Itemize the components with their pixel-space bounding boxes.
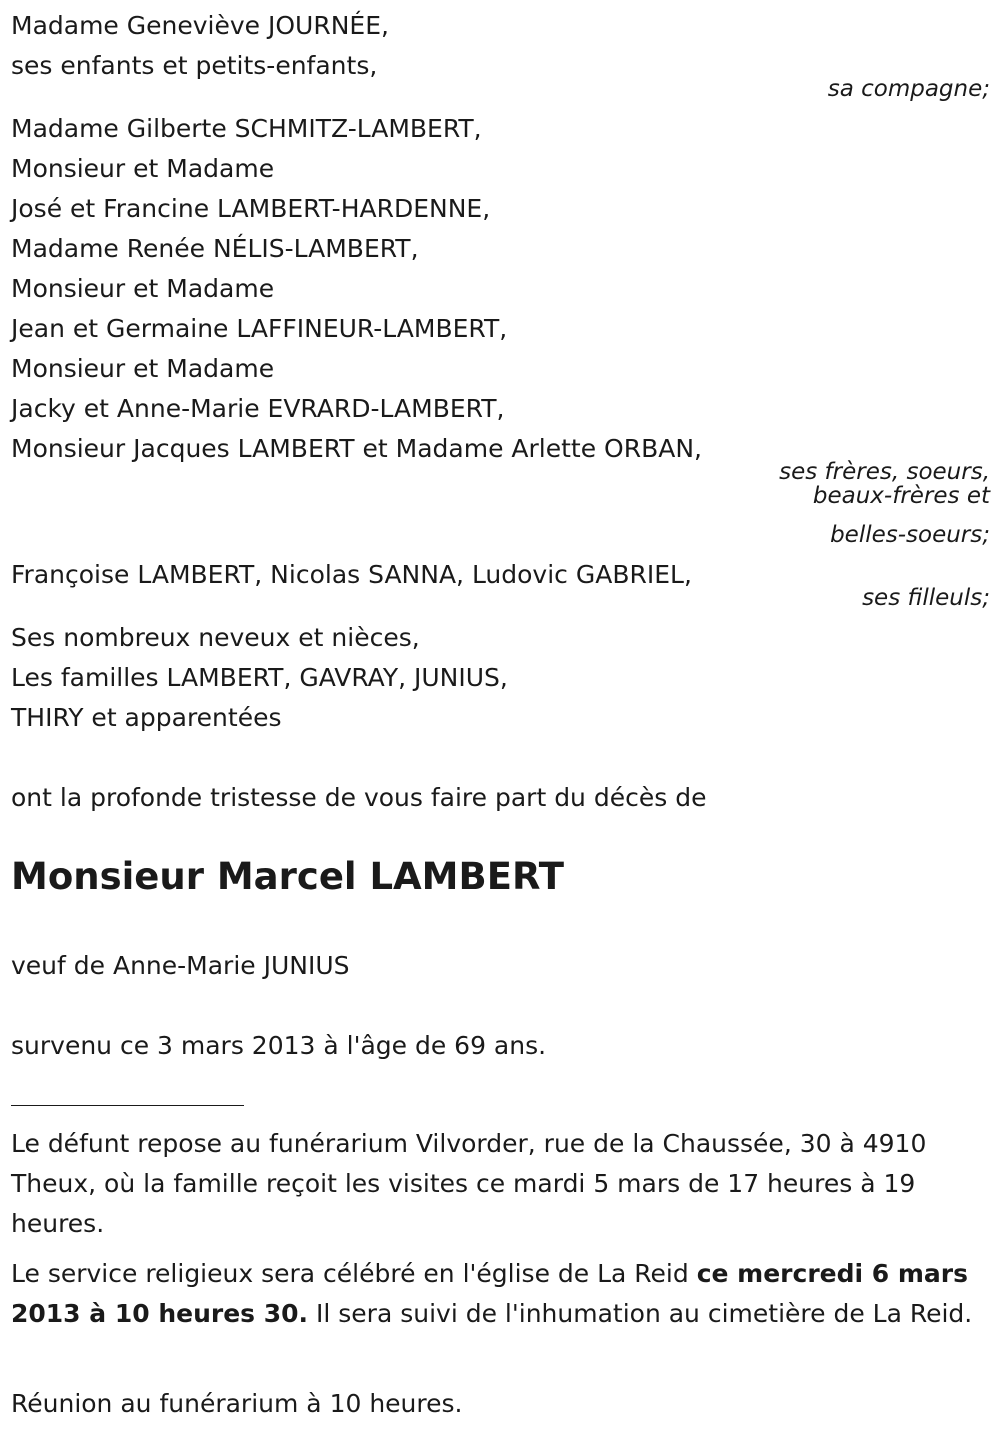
announcement-text: ont la profonde tristesse de vous faire part du décès de — [11, 783, 707, 812]
family-line: ses enfants et petits-enfants, — [11, 51, 378, 80]
death-line: survenu ce 3 mars 2013 à l'âge de 69 ans. — [11, 1031, 547, 1060]
relation-label: ses filleuls; — [862, 585, 990, 611]
family-line: Ses nombreux neveux et nièces, — [11, 623, 420, 652]
spouse-line: veuf de Anne-Marie JUNIUS — [11, 951, 350, 980]
family-line: Jacky et Anne-Marie EVRARD-LAMBERT, — [11, 394, 505, 423]
service-paragraph — [11, 1254, 989, 1334]
family-line: Jean et Germaine LAFFINEUR-LAMBERT, — [11, 314, 508, 343]
family-line: Madame Gilberte SCHMITZ-LAMBERT, — [11, 114, 482, 143]
family-line: Madame Geneviève JOURNÉE, — [11, 11, 389, 40]
relation-label: belles-soeurs; — [830, 522, 990, 548]
family-line: Françoise LAMBERT, Nicolas SANNA, Ludovic GABRIEL, — [11, 560, 692, 589]
visitation-paragraph: Le défunt repose au funérarium Vilvorder, rue de la Chaussée, 30 à 4910 Theux, où la famille reçoit les visites ce mardi 5 mars de 17 heures à 19 heures. — [11, 1129, 927, 1238]
family-line: Monsieur et Madame — [11, 354, 275, 383]
family-line: Monsieur Jacques LAMBERT et Madame Arlette ORBAN, — [11, 434, 703, 463]
family-line: Madame Renée NÉLIS-LAMBERT, — [11, 234, 419, 263]
family-line: Monsieur et Madame — [11, 154, 275, 183]
service-date: ce mercredi 6 mars 2013 à 10 heures 30. — [11, 1259, 969, 1328]
family-line: Monsieur et Madame — [11, 274, 275, 303]
relation-label: ses frères, soeurs, — [779, 459, 990, 485]
relation-label: sa compagne; — [827, 76, 990, 102]
family-line: THIRY et apparentées — [11, 703, 282, 732]
meeting-paragraph: Réunion au funérarium à 10 heures. — [11, 1389, 463, 1418]
family-line: Les familles LAMBERT, GAVRAY, JUNIUS, — [11, 663, 508, 692]
deceased-name: Monsieur Marcel LAMBERT — [11, 855, 565, 898]
relation-label: beaux-frères et — [812, 483, 990, 509]
separator-line — [11, 1105, 244, 1106]
service-intro: Le service religieux sera célébré en l'église de La Reid — [11, 1259, 689, 1288]
family-line: José et Francine LAMBERT-HARDENNE, — [11, 194, 491, 223]
service-burial: Il sera suivi de l'inhumation au cimetière de La Reid. — [316, 1299, 973, 1328]
